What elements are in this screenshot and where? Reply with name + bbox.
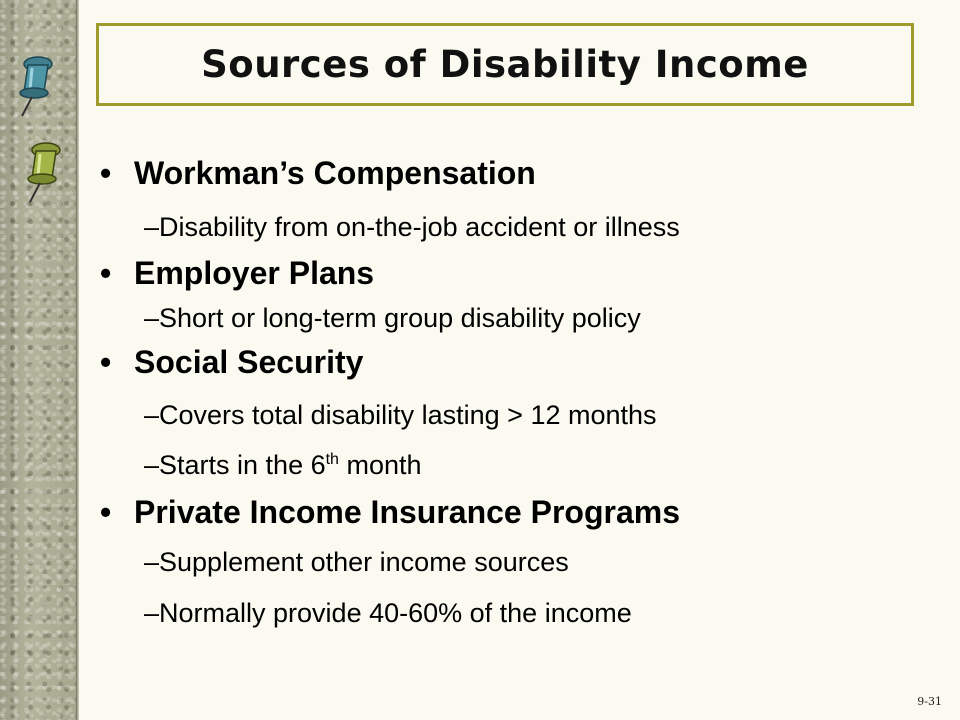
bullet-item bbox=[100, 155, 536, 192]
slide-title: Sources of Disability Income bbox=[201, 43, 809, 86]
bullet-item bbox=[100, 494, 680, 531]
sub-bullet: –Short or long-term group disability policy bbox=[144, 303, 641, 333]
superscript: th bbox=[325, 451, 339, 468]
bullet-marker: • bbox=[100, 494, 112, 530]
sub-bullet-suffix: month bbox=[338, 450, 422, 480]
bullet-marker: • bbox=[100, 344, 112, 380]
sub-bullet: –Normally provide 40-60% of the income bbox=[144, 598, 632, 628]
bullet-label: Workman’s Compensation bbox=[134, 155, 536, 191]
sub-bullet: –Supplement other income sources bbox=[144, 547, 569, 577]
sub-bullet-text: –Starts in the 6 bbox=[144, 450, 326, 480]
bullet-label: Social Security bbox=[134, 344, 364, 380]
bullet-item bbox=[100, 344, 363, 381]
bullet-label: Private Income Insurance Programs bbox=[134, 494, 680, 530]
sub-bullet bbox=[144, 450, 422, 481]
sidebar-edge bbox=[76, 0, 79, 720]
sub-bullet: –Disability from on-the-job accident or illness bbox=[144, 212, 680, 242]
slide-number: 9-31 bbox=[917, 695, 942, 708]
pushpin-icon bbox=[8, 52, 58, 118]
pushpin-icon bbox=[14, 138, 64, 204]
bullet-item bbox=[100, 255, 374, 292]
bullet-marker: • bbox=[100, 155, 112, 191]
sub-bullet: –Covers total disability lasting > 12 months bbox=[144, 400, 657, 430]
title-box bbox=[96, 23, 914, 106]
bullet-label: Employer Plans bbox=[134, 255, 375, 291]
bullet-marker: • bbox=[100, 255, 112, 291]
